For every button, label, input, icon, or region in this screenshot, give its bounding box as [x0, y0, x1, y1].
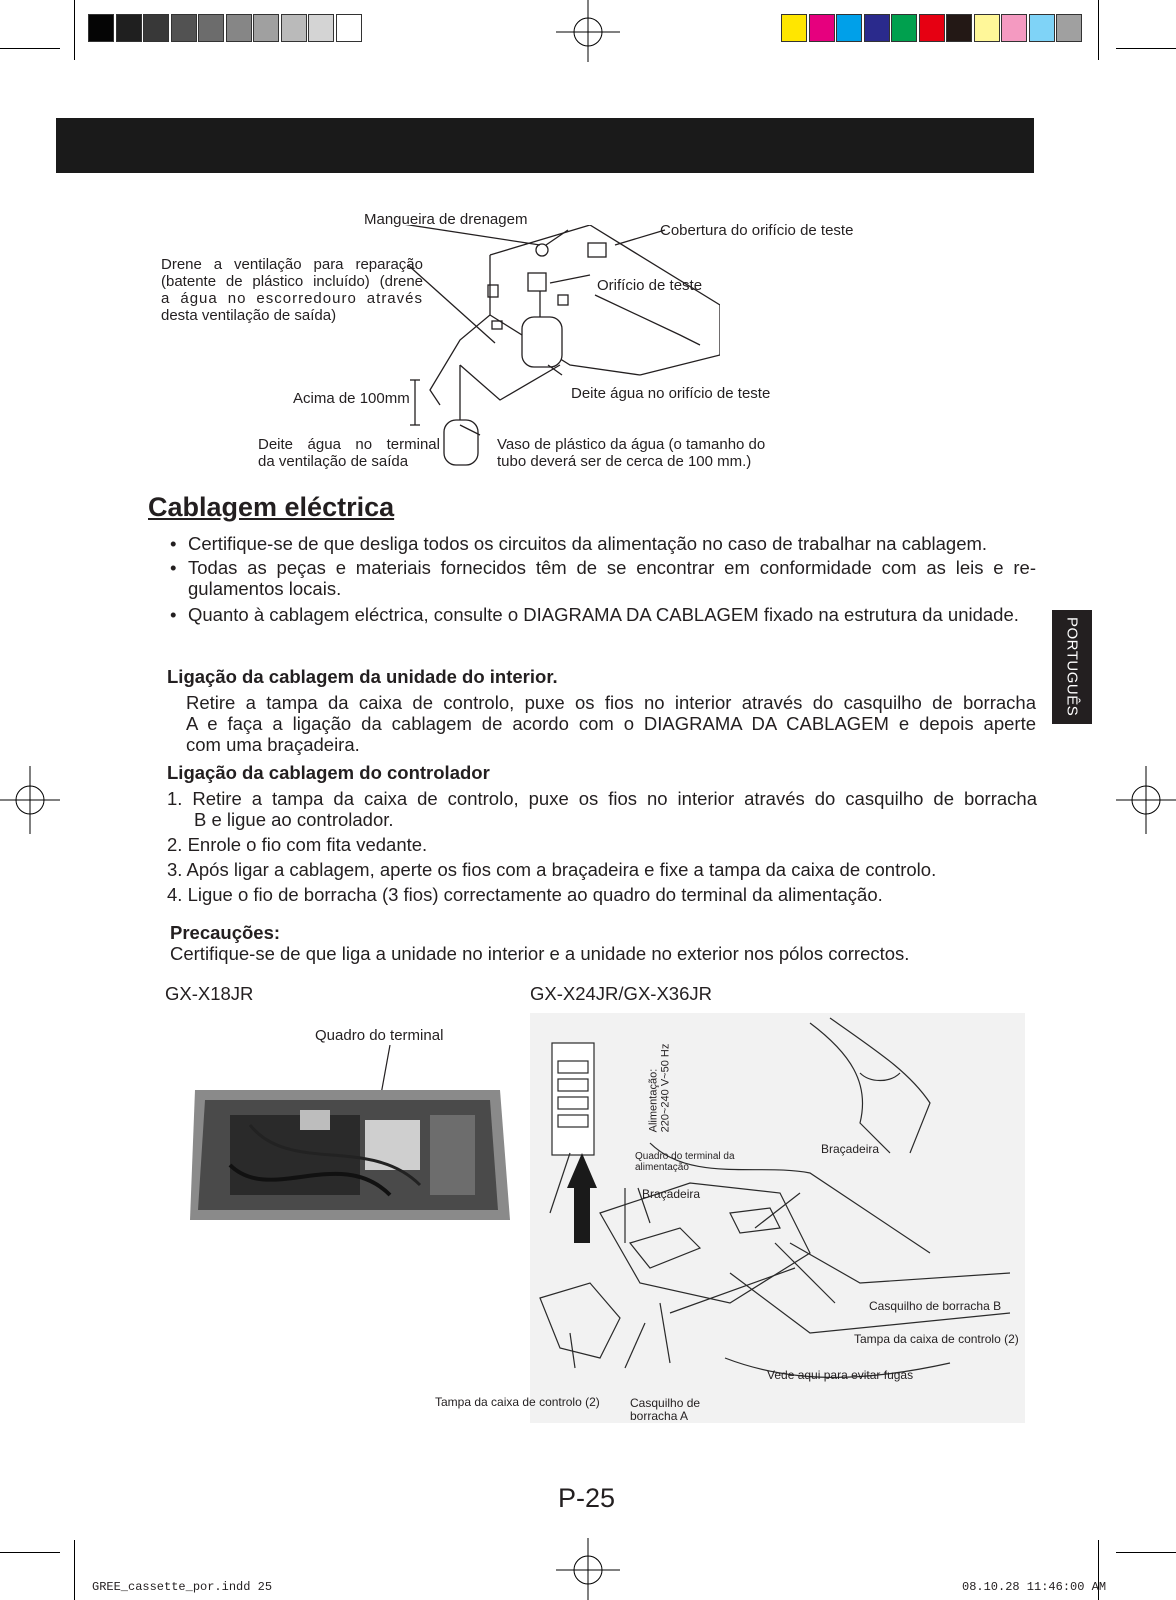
label-clamp-right: Braçadeira	[821, 1142, 880, 1156]
step-item: B e ligue ao controlador.	[194, 809, 394, 830]
label-pour-terminal: Deite água no terminal da ventilação de saída	[258, 436, 440, 470]
label-control-box-cover-right: Tampa da caixa de controlo (2)	[854, 1332, 1019, 1346]
color-swatch	[781, 14, 807, 42]
indoor-wiring-title: Ligação da cablagem da unidade do interior.	[167, 666, 558, 687]
step-item: 1. Retire a tampa da caixa de controlo, puxe os fios no interior através do casquilho de borracha	[167, 788, 1037, 809]
header-bar	[56, 118, 1034, 173]
footer-filename: GREE_cassette_por.indd 25	[92, 1580, 273, 1594]
color-swatch	[1056, 14, 1082, 42]
precautions-title: Precauções:	[170, 922, 281, 943]
gray-swatch	[88, 14, 114, 42]
indoor-wiring-text: Retire a tampa da caixa de controlo, puxe os fios no interior através do casquilho de borracha A e faça a ligação da cablagem de acordo com o DIAGRAMA DA CABLAGEM e depois aperte com uma braçadeira.	[186, 692, 1036, 755]
label-drain-hose: Mangueira de drenagem	[364, 211, 528, 228]
gray-swatch	[253, 14, 279, 42]
language-tab: PORTUGUÊS	[1052, 610, 1092, 724]
color-swatch	[864, 14, 890, 42]
label-water-vase: Vaso de plástico da água (o tamanho do tubo deverá ser de cerca de 100 mm.)	[497, 436, 766, 470]
label-control-box-cover-left: Tampa da caixa de controlo (2)	[435, 1395, 600, 1409]
label-bushing-b: Casquilho de borracha B	[869, 1299, 1002, 1313]
controller-steps	[167, 788, 1037, 905]
precautions-text: Certifique-se de que liga a unidade no interior e a unidade no exterior nos pólos correctos.	[170, 943, 910, 964]
gray-swatch	[116, 14, 142, 42]
label-drain-vent: Drene a ventilação para reparação (batente de plástico incluído) (drene a água no escorredouro através desta ventilação de saída)	[161, 256, 423, 324]
controller-wiring-title: Ligação da cablagem do controlador	[167, 762, 490, 783]
color-swatch	[891, 14, 917, 42]
color-swatch	[946, 14, 972, 42]
bullet-item: • Quanto à cablagem eléctrica, consulte o DIAGRAMA DA CABLAGEM fixado na estrutura da unidade.	[170, 604, 1019, 625]
label-terminal-board: Quadro do terminal	[315, 1027, 444, 1044]
label-power-terminal-board: Quadro do terminal da alimentação	[635, 1151, 735, 1173]
color-swatch	[809, 14, 835, 42]
label-bushing-a: Casquilho de borracha A	[630, 1396, 701, 1423]
step-item: 4. Ligue o fio de borracha (3 fios) correctamente ao quadro do terminal da alimentação.	[167, 884, 883, 905]
label-test-hole: Orifício de teste	[597, 277, 703, 294]
page-number: P-25	[558, 1483, 616, 1513]
gray-swatch	[143, 14, 169, 42]
color-swatch	[1029, 14, 1055, 42]
label-above-100mm: Acima de 100mm	[293, 390, 410, 407]
color-swatch	[919, 14, 945, 42]
color-swatch	[836, 14, 862, 42]
step-item: 2. Enrole o fio com fita vedante.	[167, 834, 428, 855]
label-test-hole-cover: Cobertura do orifício de teste	[660, 222, 854, 239]
label-clamp-left: Braçadeira	[642, 1187, 701, 1201]
footer-timestamp: 08.10.28 11:46:00 AM	[962, 1580, 1107, 1594]
color-swatch	[1001, 14, 1027, 42]
model-right: GX-X24JR/GX-X36JR	[530, 983, 712, 1004]
bullet-item: • Certifique-se de que desliga todos os circuitos da alimentação no caso de trabalhar na cablagem.	[170, 533, 988, 554]
gray-swatch	[226, 14, 252, 42]
gray-swatch	[198, 14, 224, 42]
wiring-drawing	[530, 1013, 1025, 1423]
model-left: GX-X18JR	[165, 983, 254, 1004]
gray-swatch	[308, 14, 334, 42]
label-pour-test-hole: Deite água no orifício de teste	[571, 385, 771, 402]
gray-swatch	[336, 14, 362, 42]
bullet-item: • Todas as peças e materiais fornecidos têm de se encontrar em conformidade com as leis e re-gulamentos locais.	[170, 557, 1036, 599]
step-item: 3. Após ligar a cablagem, aperte os fios com a braçadeira e fixe a tampa da caixa de controlo.	[167, 859, 937, 880]
label-power-supply: Alimentação: 220~240 V~50 Hz	[647, 1043, 672, 1133]
color-swatch	[974, 14, 1000, 42]
gray-swatch	[171, 14, 197, 42]
gray-swatch	[281, 14, 307, 42]
section-title: Cablagem eléctrica	[148, 492, 395, 522]
label-seal-here: Vede aqui para evitar fugas	[767, 1368, 914, 1382]
control-box-photo	[190, 1045, 510, 1235]
